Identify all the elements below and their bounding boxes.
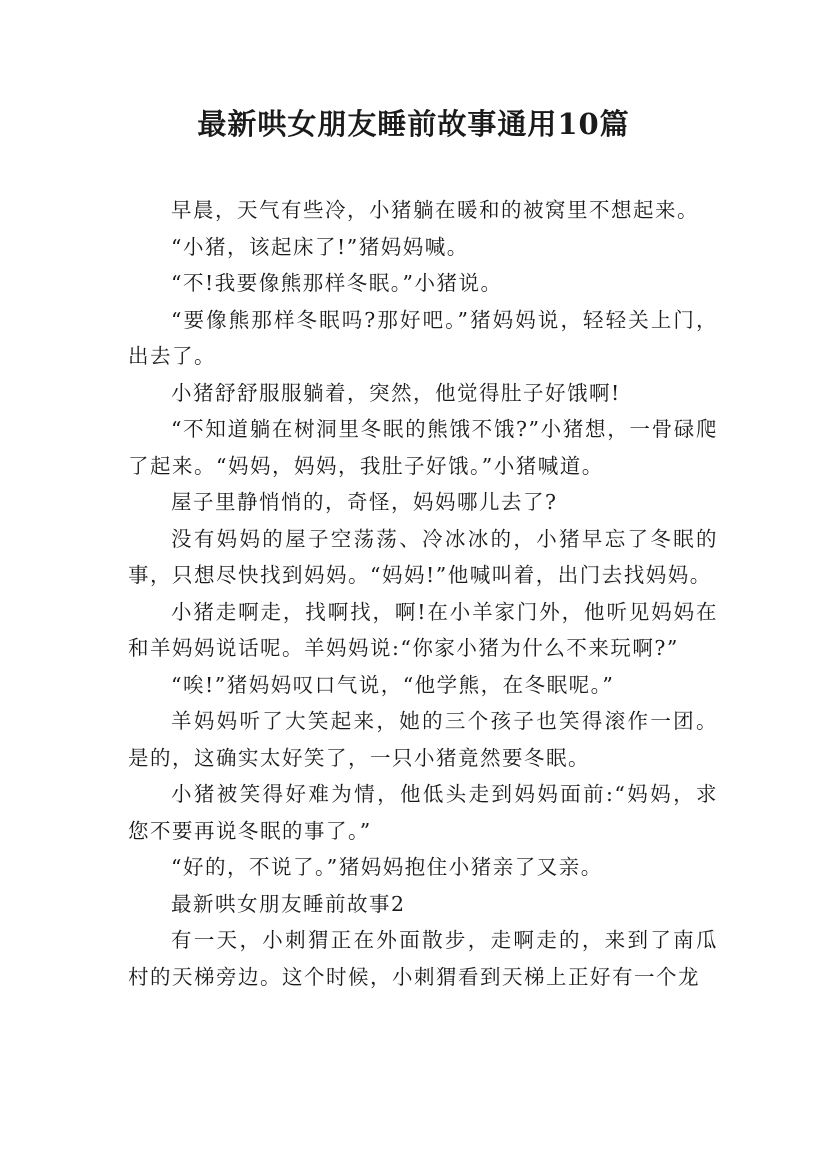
- document-body: [128, 192, 718, 995]
- paragraph: “唉!”猪妈妈叹口气说，“他学熊，在冬眠呢。”: [171, 672, 615, 697]
- paragraph: 没有妈妈的屋子空荡荡、冷冰冰的，小猪早忘了冬眠的事，只想尽快找到妈妈。“妈妈!”他喊叫着，出门去找妈妈。: [128, 526, 718, 587]
- section-heading: 最新哄女朋友睡前故事2: [171, 891, 406, 916]
- paragraph: 小猪被笑得好难为情，他低头走到妈妈面前:“妈妈，求您不要再说冬眠的事了。”: [128, 782, 718, 843]
- paragraph: 屋子里静悄悄的，奇怪，妈妈哪儿去了?: [171, 490, 558, 514]
- document-title: 最新哄女朋友睡前故事通用10篇: [197, 107, 630, 141]
- paragraph: 小猪走啊走，找啊找，啊!在小羊家门外，他听见妈妈在和羊妈妈说话呢。羊妈妈说:“你家小猪为什么不来玩啊?”: [128, 599, 718, 660]
- paragraph: 羊妈妈听了大笑起来，她的三个孩子也笑得滚作一团。是的，这确实太好笑了，一只小猪竟然要冬眠。: [128, 709, 718, 770]
- paragraph: 小猪舒舒服服躺着，突然，他觉得肚子好饿啊!: [171, 380, 621, 405]
- paragraph: “不!我要像熊那样冬眠。”小猪说。: [171, 271, 503, 295]
- paragraph: 早晨，天气有些冷，小猪躺在暖和的被窝里不想起来。: [171, 198, 699, 222]
- paragraph: “好的，不说了。”猪妈妈抱住小猪亲了又亲。: [171, 855, 603, 879]
- paragraph: “小猪，该起床了!”猪妈妈喊。: [171, 234, 469, 259]
- paragraph: “不知道躺在树洞里冬眠的熊饿不饿?”小猪想，一骨碌爬了起来。“妈妈，妈妈，我肚子好饿。”小猪喊道。: [128, 417, 718, 478]
- paragraph: 有一天，小刺猬正在外面散步，走啊走的，来到了南瓜村的天梯旁边。这个时候，小刺猬看到天梯上正好有一个龙: [128, 928, 718, 989]
- paragraph: “要像熊那样冬眠吗?那好吧。”猪妈妈说，轻轻关上门，出去了。: [128, 307, 718, 368]
